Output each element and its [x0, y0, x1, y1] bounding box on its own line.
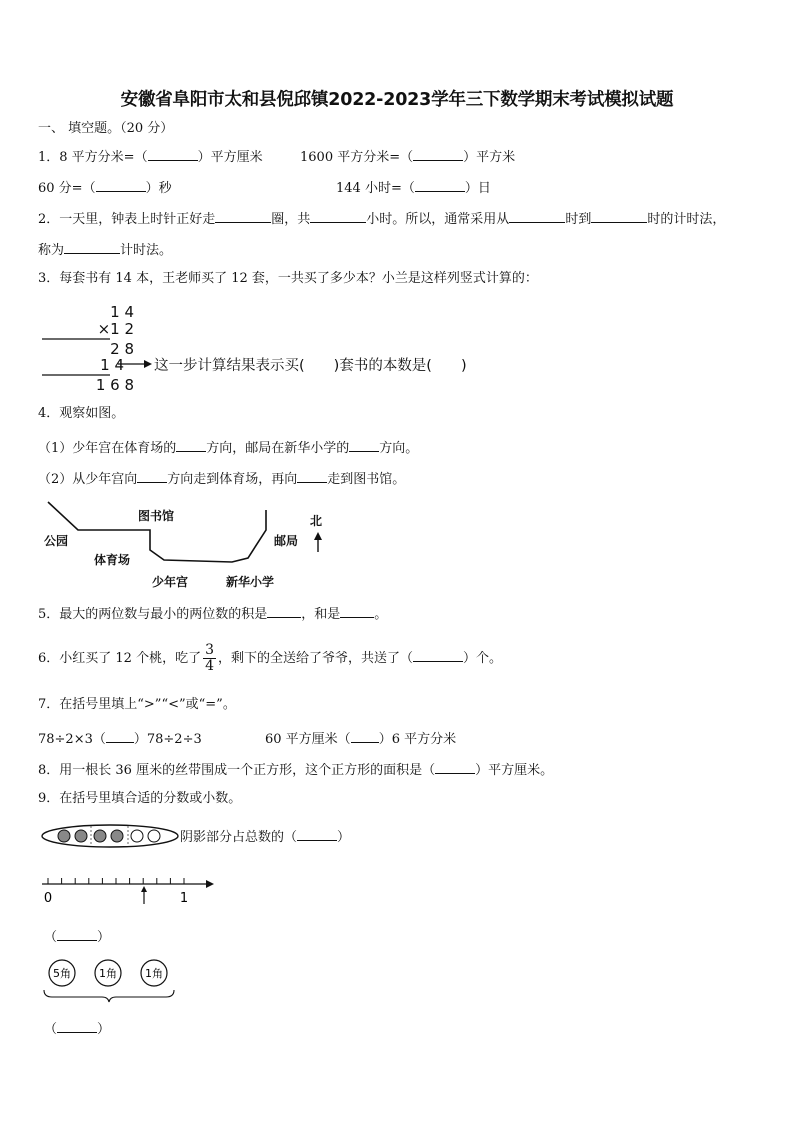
q7-b	[265, 729, 456, 748]
q9-shade-end: ）	[337, 830, 351, 845]
answer-blank[interactable]	[148, 147, 198, 161]
fraction-denominator: 4	[205, 658, 214, 674]
q1-a-unit: ）平方厘米	[197, 150, 263, 165]
q4-sub1-text-a: （1）少年宫在体育场的	[38, 441, 177, 456]
close-paren: ）	[97, 1022, 111, 1037]
unshaded-bead	[131, 830, 143, 842]
q7-b-text: 60 平方厘米（	[265, 732, 351, 747]
q9-shade-question	[180, 827, 350, 846]
north-label: 北	[310, 514, 323, 528]
fraction-three-quarters	[203, 643, 216, 674]
q2-text-5: 时的计时法，	[647, 212, 726, 227]
answer-blank[interactable]	[435, 760, 475, 774]
open-paren: （	[44, 1022, 58, 1037]
q3-text: 3．每套书有 14 本，王老师买了 12 套，一共买了多少本？小兰是这样列竖式计算的：	[38, 271, 538, 286]
q5	[38, 604, 387, 623]
answer-blank[interactable]	[137, 469, 167, 483]
answer-blank[interactable]	[215, 209, 271, 223]
map-label-library: 图书馆	[138, 509, 175, 523]
q5-text-a: 5．最大的两位数与最小的两位数的积是	[38, 607, 268, 622]
shaded-bead	[75, 830, 87, 842]
answer-blank[interactable]	[57, 1019, 97, 1033]
q4-text: 4．观察如图。	[38, 406, 125, 421]
pointer-arrow-head-icon	[141, 886, 147, 892]
q9-numberline-answer	[44, 927, 110, 946]
calc-row-partial-1: 2 8	[110, 340, 134, 358]
q5-text-b: ，和是	[301, 607, 341, 622]
coin-label: 1角	[99, 967, 117, 980]
q6-text-c: ）个。	[463, 651, 503, 666]
map-label-park: 公园	[44, 534, 69, 548]
answer-blank[interactable]	[96, 178, 146, 192]
shaded-bead	[58, 830, 70, 842]
q4-sub2-text-b: 方向走到体育场，再向	[167, 472, 298, 487]
q8-text-a: 8．用一根长 36 厘米的丝带围成一个正方形，这个正方形的面积是（	[38, 763, 436, 778]
q2-text-3: 小时。所以，通常采用从	[366, 212, 510, 227]
q1-c-unit: ）秒	[145, 181, 172, 196]
q4-sub2-text-a: （2）从少年宫向	[38, 472, 138, 487]
q4-sub1-text-b: 方向，邮局在新华小学的	[206, 441, 350, 456]
answer-blank[interactable]	[340, 604, 374, 618]
q2-line2	[38, 240, 172, 259]
answer-blank[interactable]	[57, 927, 97, 941]
exam-title: 安徽省阜阳市太和县倪邱镇2022-2023学年三下数学期末考试模拟试题	[120, 90, 674, 110]
q7-a	[38, 729, 202, 748]
q4-map	[38, 496, 358, 592]
shaded-bead	[111, 830, 123, 842]
map-label-xinhua-school: 新华小学	[226, 575, 275, 589]
q1-a-text: 1．8 平方分米=（	[38, 150, 148, 165]
coin-label: 5角	[53, 967, 71, 980]
answer-blank[interactable]	[509, 209, 565, 223]
q6-text-a: 6．小红买了 12 个桃，吃了	[38, 651, 202, 666]
q2-line1	[38, 209, 725, 228]
shaded-bead	[94, 830, 106, 842]
q4-sub1-text-c: 方向。	[379, 441, 419, 456]
answer-blank[interactable]	[297, 469, 327, 483]
number-line-ticks	[48, 878, 184, 884]
answer-blank[interactable]	[64, 240, 120, 254]
answer-blank[interactable]	[413, 648, 463, 662]
map-label-stadium: 体育场	[94, 553, 131, 567]
q1-b-unit: ）平方米	[463, 150, 516, 165]
q2-text-6: 称为	[38, 243, 65, 258]
q7-a-text: 78÷2×3（	[38, 732, 106, 747]
close-paren: ）	[97, 930, 111, 945]
map-label-youth-palace: 少年宫	[152, 575, 189, 589]
q4-sub1	[38, 438, 418, 457]
q7-a-end: ）78÷2÷3	[133, 732, 202, 747]
north-arrow-head-icon	[314, 532, 322, 540]
q1-line1	[38, 147, 263, 166]
q6	[38, 641, 502, 677]
q1-c-text: 60 分=（	[38, 181, 96, 196]
tick-label-0: 0	[43, 891, 53, 906]
q1-line2-b	[336, 178, 491, 197]
unshaded-bead	[148, 830, 160, 842]
calc-note: 这一步计算结果表示买( )套书的本数是( )	[154, 358, 467, 374]
answer-blank[interactable]	[413, 147, 463, 161]
q1-line1-b	[300, 147, 515, 166]
q8-text-b: ）平方厘米。	[475, 763, 554, 778]
map-label-post-office: 邮局	[274, 534, 299, 548]
q9-coins-answer	[44, 1019, 110, 1038]
calc-row-multiplier: ×1 2	[97, 320, 134, 338]
q2-text-1: 2．一天里，钟表上时针正好走	[38, 212, 216, 227]
open-paren: （	[44, 930, 58, 945]
q2-text-7: 计时法。	[120, 243, 173, 258]
q4-sub2	[38, 469, 405, 488]
q3-vertical-multiplication	[38, 300, 508, 394]
q9-shade-text: 阴影部分占总数的（	[180, 830, 298, 845]
answer-blank[interactable]	[176, 438, 206, 452]
q7-text: 7．在括号里填上“>”“<”或“=”。	[38, 697, 236, 712]
q6-text-b: ，剩下的全送给了爷爷，共送了（	[218, 651, 414, 666]
arrow-head-icon	[144, 360, 152, 368]
tick-label-1: 1	[179, 891, 189, 906]
coins-figure	[40, 956, 180, 1004]
q1-b-text: 1600 平方分米=（	[300, 150, 414, 165]
number-line-arrow-icon	[206, 880, 214, 888]
calc-row-product: 1 6 8	[95, 376, 134, 394]
q5-text-c: 。	[374, 607, 388, 622]
calc-row-partial-2: 1 4	[100, 356, 124, 374]
answer-blank[interactable]	[310, 209, 366, 223]
q9-text: 9．在括号里填合适的分数或小数。	[38, 791, 242, 806]
q7-b-end: ）6 平方分米	[378, 732, 457, 747]
answer-blank[interactable]	[267, 604, 301, 618]
q2-text-4: 时到	[565, 212, 592, 227]
answer-blank[interactable]	[415, 178, 465, 192]
section-heading: 一、 填空题。（20 分）	[38, 121, 174, 136]
bead-oval-figure	[40, 823, 180, 849]
fraction-numerator: 3	[205, 642, 214, 658]
q2-text-2: 圈，共	[271, 212, 311, 227]
number-line-figure	[38, 870, 218, 910]
calc-row-multiplicand: 1 4	[110, 303, 134, 321]
q8	[38, 760, 553, 779]
q1-d-unit: ）日	[464, 181, 491, 196]
coin-label: 1角	[145, 967, 163, 980]
answer-blank[interactable]	[106, 729, 134, 743]
answer-blank[interactable]	[349, 438, 379, 452]
q4-sub2-text-c: 走到图书馆。	[327, 472, 406, 487]
answer-blank[interactable]	[591, 209, 647, 223]
q1-d-text: 144 小时=（	[336, 181, 415, 196]
answer-blank[interactable]	[351, 729, 379, 743]
brace-icon	[44, 990, 174, 1002]
answer-blank[interactable]	[297, 827, 337, 841]
q1-line2	[38, 178, 172, 197]
